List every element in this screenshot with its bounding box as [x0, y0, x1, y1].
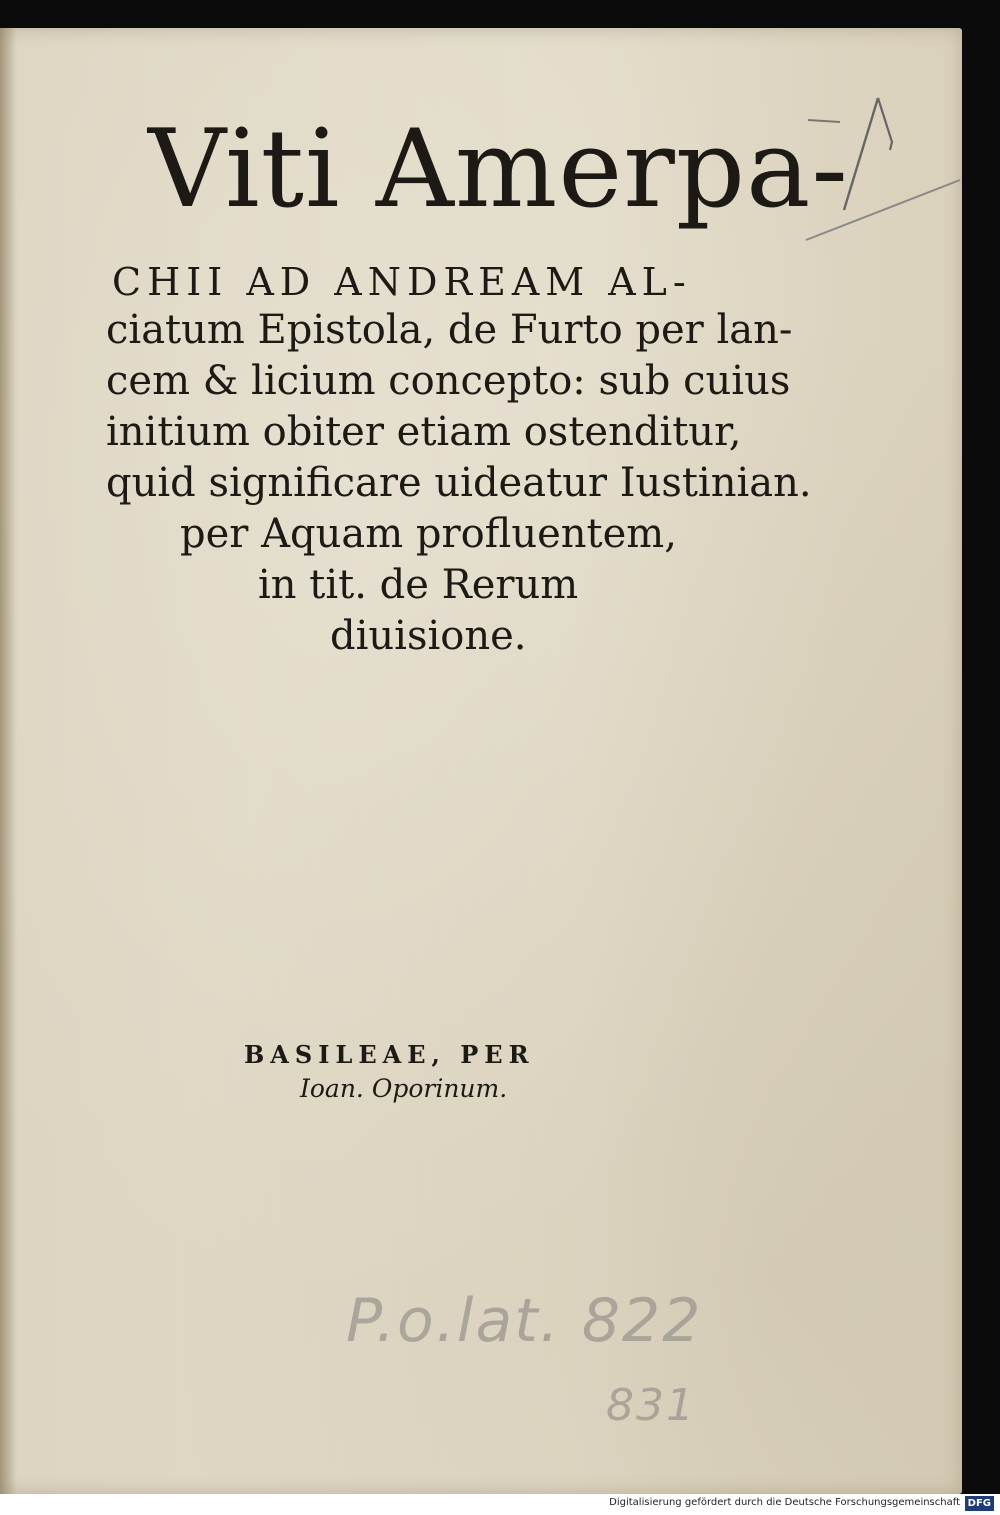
page-spine-shadow	[0, 28, 16, 1494]
pencil-folio-number	[800, 90, 970, 250]
dfg-logo: DFG	[965, 1496, 994, 1511]
imprint-printer: Ioan. Oporinum.	[300, 1074, 508, 1103]
title-line-3: initium obiter etiam ostenditur,	[106, 409, 742, 455]
pencil-shelfmark: P.o.lat. 822	[346, 1286, 703, 1356]
title-line-5: per Aquam profluentem,	[180, 511, 677, 557]
digitization-footer	[0, 1494, 1000, 1515]
funding-credit: Digitalisierung gefördert durch die Deutsche Forschungsgemeinschaft	[609, 1497, 960, 1508]
pencil-shelfmark-alt: 831	[606, 1380, 696, 1431]
title-line-2: cem & licium concepto: sub cuius	[106, 358, 791, 404]
title-caps-line: CHII AD ANDREAM AL-	[112, 260, 692, 304]
title-line-7: diuisione.	[330, 613, 527, 659]
title-line-6: in tit. de Rerum	[258, 562, 579, 608]
title-line-1: ciatum Epistola, de Furto per lan-	[106, 307, 793, 353]
book-page	[0, 28, 962, 1494]
title-line-4: quid significare uideatur Iustinian.	[106, 460, 812, 506]
imprint-place: BASILEAE, PER	[244, 1040, 535, 1069]
page-title: Viti Amerpa-	[148, 107, 849, 232]
